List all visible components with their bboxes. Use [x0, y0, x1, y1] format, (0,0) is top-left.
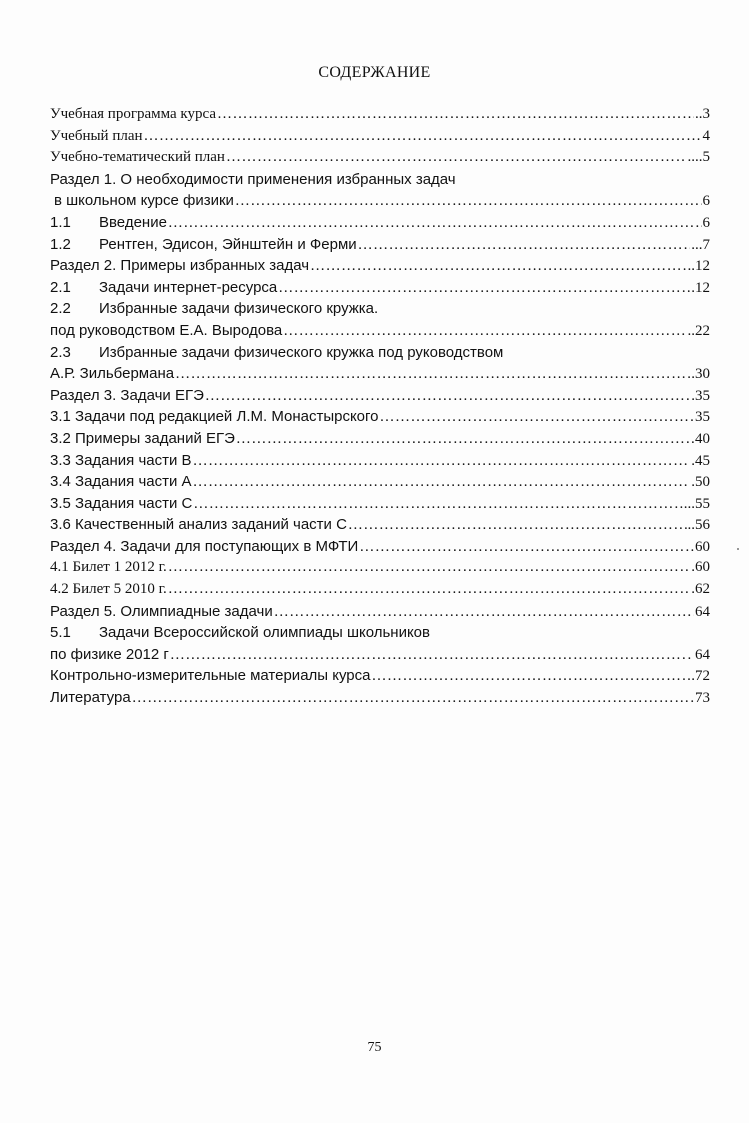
toc-entry-page: . 64 — [687, 646, 710, 663]
toc-entry-label: Задачи интернет-ресурса — [99, 278, 278, 296]
toc-entry — [50, 622, 710, 644]
toc-entry-number: 1.2 — [50, 235, 71, 253]
dot-leader — [217, 104, 694, 126]
page-number: 75 — [367, 1040, 382, 1055]
dot-leader — [168, 557, 690, 579]
toc-entry — [50, 406, 710, 428]
toc-entry — [50, 342, 710, 364]
toc-entry-number: 2.1 — [50, 278, 71, 296]
toc-entry — [50, 126, 710, 148]
dot-leader — [371, 666, 690, 688]
toc-entry-label: под руководством Е.А. Выродова — [50, 321, 283, 339]
toc-entry-label: Учебный план — [50, 127, 143, 144]
scan-speck — [737, 548, 739, 550]
toc-entry — [50, 514, 710, 536]
toc-entry-page: .45 — [691, 452, 710, 469]
toc-entry — [50, 557, 710, 579]
toc-entry-page: ...7 — [691, 236, 710, 253]
toc-entry-label: 3.6 Качественный анализ заданий части С — [50, 516, 347, 534]
dot-leader — [358, 235, 691, 257]
toc-entry-page: .60 — [691, 559, 710, 576]
toc-entry-label: Введение — [99, 213, 167, 231]
dot-leader — [236, 429, 694, 451]
dot-leader — [359, 537, 694, 559]
dot-leader — [168, 579, 690, 601]
toc-entry-page: 6 — [702, 193, 710, 210]
toc-entry-page: 64 — [695, 603, 710, 620]
dot-leader — [235, 191, 702, 213]
toc-entry-page: .30 — [691, 366, 710, 383]
toc-entry — [50, 169, 710, 191]
toc-entry-page: .35 — [691, 387, 710, 404]
toc-entry-page: ..22 — [687, 322, 710, 339]
toc-entry-label: Раздел 5. Олимпиадные задачи — [50, 602, 273, 620]
toc-entry-page: 35 — [695, 409, 710, 426]
dot-leader — [175, 364, 690, 386]
dot-leader — [144, 126, 702, 148]
toc-entry-label: 3.2 Примеры заданий ЕГЭ — [50, 429, 235, 447]
toc-entry-label: 3.4 Задания части А — [50, 473, 192, 491]
dot-leader — [278, 278, 690, 300]
toc-entry-label: Раздел 1. О необходимости применения избранных задач — [50, 170, 456, 188]
toc-entry-page: ..12 — [687, 258, 710, 275]
toc-entry-page: 60 — [695, 538, 710, 555]
toc-entry-label: Раздел 3. Задачи ЕГЭ — [50, 386, 204, 404]
toc-entry-label: в школьном курсе физики — [54, 192, 234, 210]
toc-entry-label: Задачи Всероссийской олимпиады школьников — [99, 624, 430, 642]
toc-entry — [50, 601, 710, 623]
toc-entry — [50, 277, 710, 299]
toc-entry-number: 2.2 — [50, 300, 71, 318]
dot-leader — [310, 256, 686, 278]
toc-entry — [50, 385, 710, 407]
dot-leader — [274, 602, 694, 624]
toc-entry — [50, 147, 710, 169]
toc-entry-label: Раздел 2. Примеры избранных задач — [50, 257, 310, 275]
toc-entry-label: Литература — [50, 689, 131, 707]
toc-entry-label: Раздел 4. Задачи для поступающих в МФТИ — [50, 537, 359, 555]
toc-entry-label: Учебная программа курса — [50, 106, 216, 122]
dot-leader — [193, 494, 682, 516]
toc-entry-label: 4.1 Билет 1 2012 г. — [50, 559, 167, 576]
toc-entry-page: .50 — [691, 474, 710, 491]
toc-entry-page: ..3 — [695, 106, 710, 122]
toc-entry-label: Контрольно-измерительные материалы курса — [50, 667, 371, 685]
toc-entry — [50, 363, 710, 385]
toc-entry — [50, 450, 710, 472]
toc-entry-label: 3.3 Задания части В — [50, 451, 192, 469]
dot-leader — [193, 451, 691, 473]
toc-entry-label: А.Р. Зильбермана — [50, 365, 175, 383]
toc-entry — [50, 579, 710, 601]
toc-entry-label: Учебно-тематический план — [50, 149, 225, 166]
toc-entry-page: 6 — [702, 214, 710, 231]
toc-entry-page: 4 — [702, 127, 710, 144]
toc-entry-page: ...55 — [683, 495, 710, 512]
toc-entry — [50, 190, 710, 212]
dot-leader — [205, 386, 690, 408]
toc-entry-label: 3.1 Задачи под редакцией Л.М. Монастырского — [50, 408, 379, 426]
dot-leader — [170, 645, 687, 667]
toc-entry-label: 3.5 Задания части С — [50, 494, 193, 512]
toc-entry — [50, 665, 710, 687]
toc-entry-page: ....5 — [687, 149, 710, 166]
dot-leader — [348, 515, 687, 537]
toc-entry-number: 2.3 — [50, 343, 71, 361]
page-title: СОДЕРЖАНИЕ — [318, 64, 431, 81]
toc-entry-label: по физике 2012 г — [50, 645, 169, 663]
dot-leader — [380, 407, 695, 429]
toc-entry — [50, 320, 710, 342]
toc-entry-page: 73 — [695, 690, 710, 707]
toc-entry-label: Рентген, Эдисон, Эйнштейн и Ферми — [99, 235, 357, 253]
toc-entry-number: 1.1 — [50, 213, 71, 231]
toc-entry — [50, 428, 710, 450]
toc-entry-page: ..56 — [687, 517, 710, 534]
toc-entry — [50, 255, 710, 277]
dot-leader — [132, 688, 694, 710]
toc-entry — [50, 687, 710, 709]
toc-entry — [50, 493, 710, 515]
dot-leader — [283, 321, 686, 343]
toc-entry-label: Избранные задачи физического кружка под руководством — [99, 343, 504, 361]
toc-entry — [50, 644, 710, 666]
toc-entry-page: .62 — [691, 581, 710, 598]
dot-leader — [193, 472, 691, 494]
dot-leader — [168, 213, 702, 235]
toc-entry — [50, 471, 710, 493]
toc-entry — [50, 104, 710, 126]
toc-entry — [50, 298, 710, 320]
toc-entry-label: 4.2 Билет 5 2010 г. — [50, 581, 167, 598]
toc-entry-page: .12 — [691, 279, 710, 296]
toc-entry-number: 5.1 — [50, 624, 71, 642]
dot-leader — [226, 147, 687, 169]
toc-entry-label: Избранные задачи физического кружка. — [99, 300, 379, 318]
toc-entry — [50, 234, 710, 256]
toc-entry-page: .72 — [691, 668, 710, 685]
toc-entry — [50, 212, 710, 234]
toc-entry-page: 40 — [695, 430, 710, 447]
toc-entry — [50, 536, 710, 558]
table-of-contents — [50, 104, 710, 709]
